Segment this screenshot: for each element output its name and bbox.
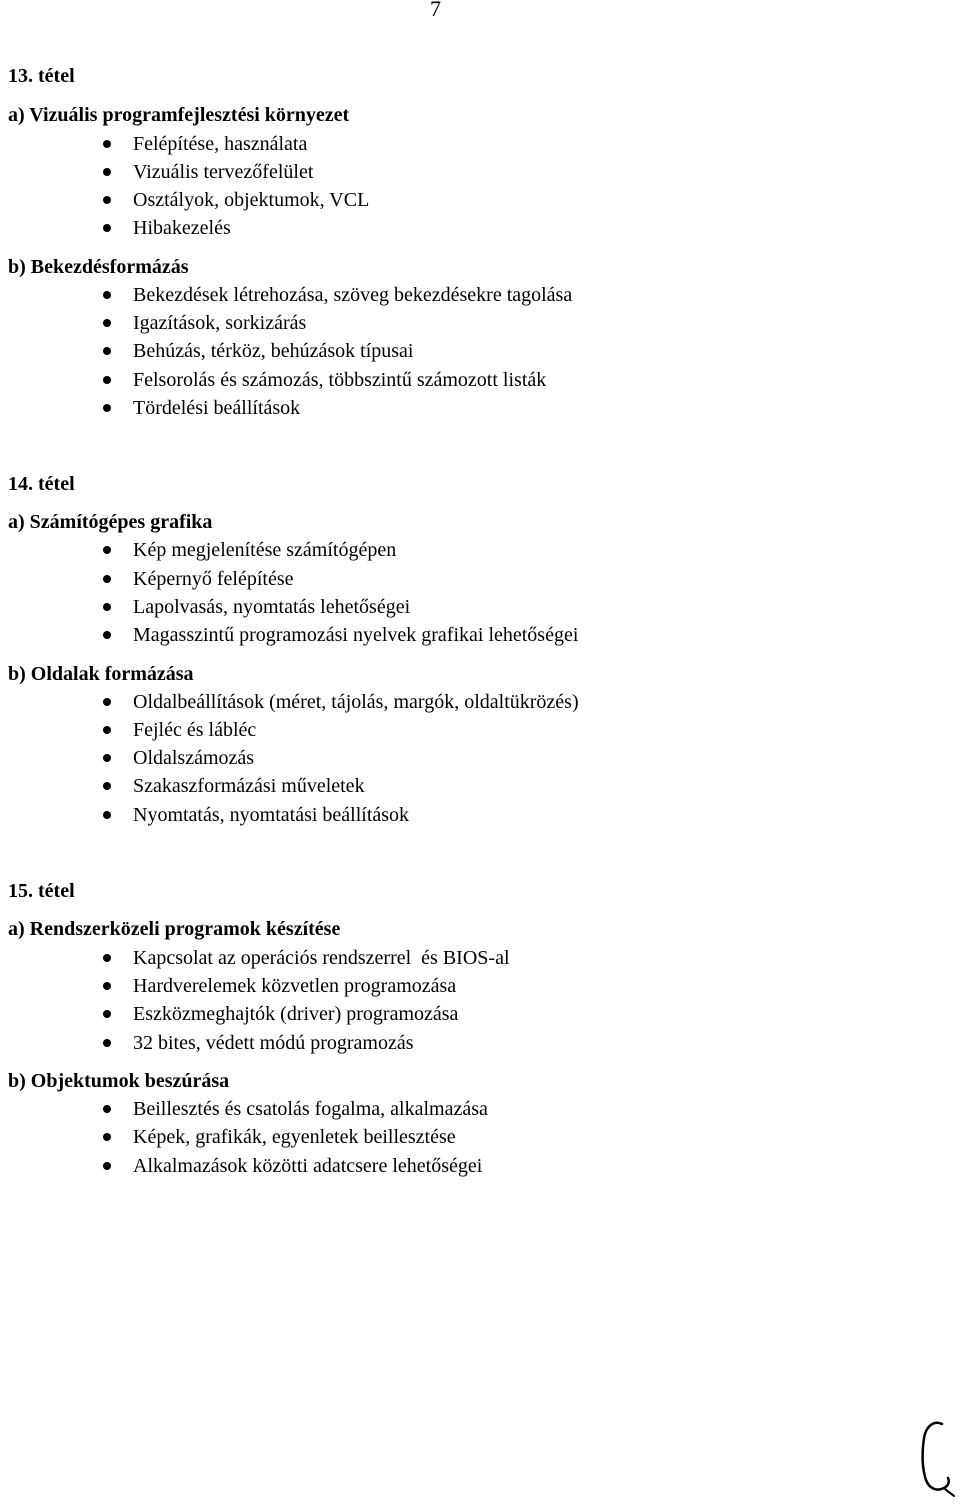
section-15-part-a-heading: a) Rendszerközeli programok készítése (8, 918, 341, 940)
page-number: 7 (430, 0, 441, 21)
section-14-part-b-heading: b) Oldalak formázása (8, 663, 194, 685)
list-item: Bekezdések létrehozása, szöveg bekezdésekre tagolása (133, 284, 573, 306)
list-item: Eszközmeghajtók (driver) programozása (133, 1003, 459, 1025)
list-item: Tördelési beállítások (133, 397, 301, 419)
section-title-14: 14. tétel (8, 473, 75, 495)
section-title-13: 13. tétel (8, 65, 75, 87)
list-item: Lapolvasás, nyomtatás lehetőségei (133, 596, 411, 618)
list-item: Oldalszámozás (133, 747, 255, 769)
list-item: Képernyő felépítése (133, 568, 294, 590)
list-item: Hibakezelés (133, 217, 231, 239)
section-title-15: 15. tétel (8, 880, 75, 902)
list-item: Vizuális tervezőfelület (133, 161, 314, 183)
section-15-part-b-heading: b) Objektumok beszúrása (8, 1070, 230, 1092)
section-13-part-a-heading: a) Vizuális programfejlesztési környezet (8, 104, 350, 126)
list-item: Képek, grafikák, egyenletek beillesztése (133, 1126, 456, 1148)
list-item: Nyomtatás, nyomtatási beállítások (133, 804, 410, 826)
list-item: Magasszintű programozási nyelvek grafikai lehetőségei (133, 624, 579, 646)
list-item: Kép megjelenítése számítógépen (133, 539, 397, 561)
section-14-part-a-heading: a) Számítógépes grafika (8, 511, 213, 533)
list-item: Osztályok, objektumok, VCL (133, 189, 370, 211)
list-item: Oldalbeállítások (méret, tájolás, margók, oldaltükrözés) (133, 691, 579, 713)
list-item: Behúzás, térköz, behúzások típusai (133, 340, 414, 362)
list-item: Hardverelemek közvetlen programozása (133, 975, 457, 997)
list-item: Alkalmazások közötti adatcsere lehetőségei (133, 1155, 483, 1177)
section-13-part-b-heading: b) Bekezdésformázás (8, 256, 189, 278)
handwritten-mark (912, 1418, 956, 1500)
list-item: Fejléc és lábléc (133, 719, 257, 741)
list-item: Szakaszformázási műveletek (133, 775, 365, 797)
list-item: Beillesztés és csatolás fogalma, alkalmazása (133, 1098, 488, 1120)
list-item: 32 bites, védett módú programozás (133, 1032, 414, 1054)
list-item: Igazítások, sorkizárás (133, 312, 307, 334)
list-item: Felsorolás és számozás, többszintű számozott listák (133, 369, 547, 391)
list-item: Felépítése, használata (133, 133, 308, 155)
list-item: Kapcsolat az operációs rendszerrel és BIOS-al (133, 947, 510, 969)
